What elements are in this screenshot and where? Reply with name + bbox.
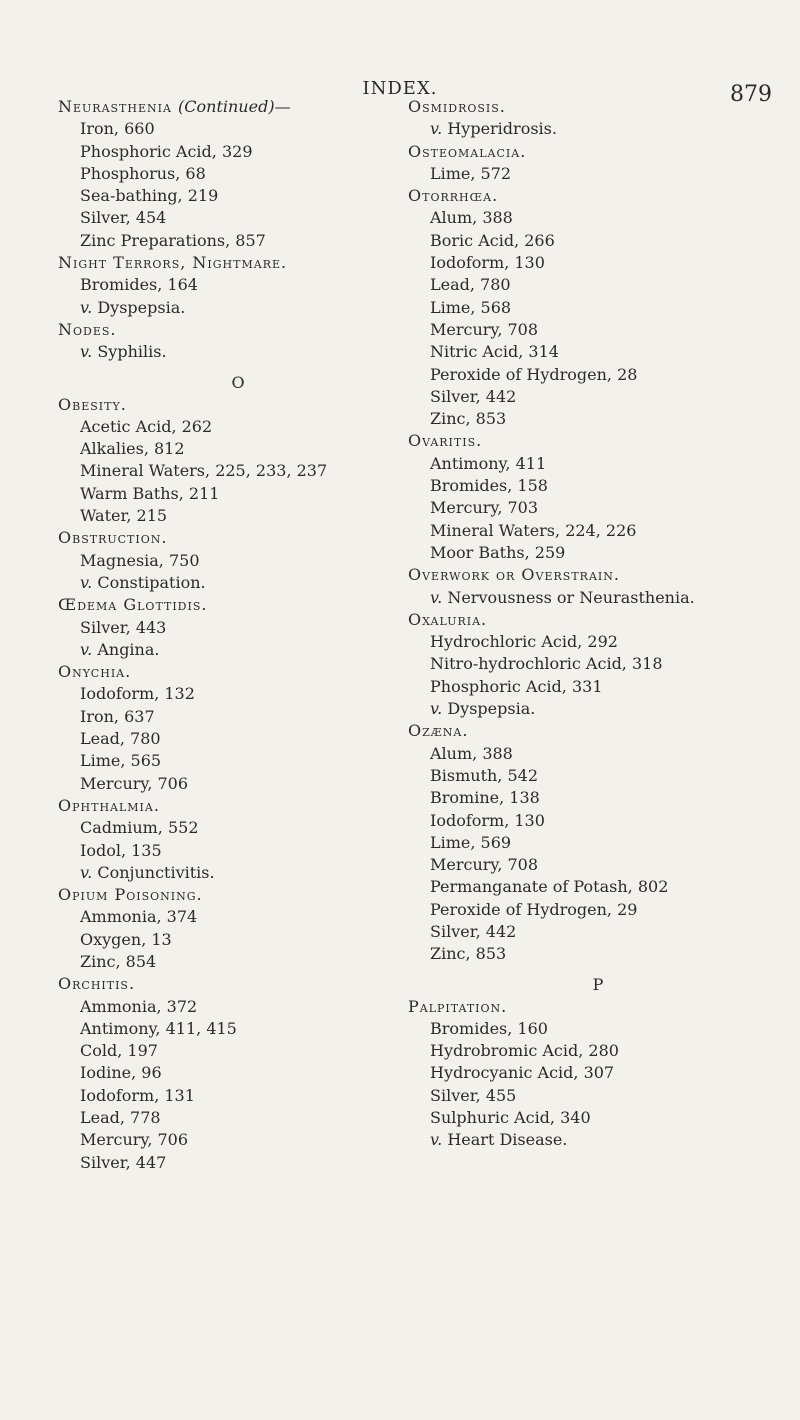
index-heading	[408, 185, 788, 207]
index-entry: Hydrobromic Acid, 280	[430, 1041, 619, 1061]
cross-reference	[58, 297, 418, 319]
index-entry: Bromides, 160	[430, 1018, 548, 1038]
heading-text: Onychia.	[58, 662, 132, 682]
heading-text: Obesity.	[58, 394, 127, 414]
index-entry: Zinc Preparations, 857	[80, 230, 266, 250]
index-heading	[408, 141, 788, 163]
reference-target: Hyperidrosis.	[447, 119, 557, 139]
cross-reference	[58, 639, 418, 661]
index-entry: Bismuth, 542	[430, 765, 539, 785]
index-entry: Phosphoric Acid, 331	[430, 676, 603, 696]
index-heading	[58, 394, 418, 416]
index-entry: Cadmium, 552	[80, 818, 199, 838]
cross-reference	[408, 587, 788, 609]
index-heading	[58, 527, 418, 549]
cross-reference	[408, 1129, 788, 1151]
index-entry: Zinc, 854	[80, 951, 157, 971]
index-heading	[408, 720, 788, 742]
index-heading	[408, 996, 788, 1018]
heading-text: Neurasthenia	[58, 97, 172, 116]
index-entry: Lead, 778	[80, 1108, 161, 1128]
index-entry: Lime, 568	[430, 297, 512, 317]
heading-text: Otorrhœa.	[408, 186, 499, 206]
index-entry: Mercury, 708	[430, 319, 539, 339]
index-entry: Bromine, 138	[430, 788, 540, 808]
index-entry: Magnesia, 750	[80, 550, 200, 570]
index-entry: Mercury, 706	[80, 773, 189, 793]
reference-target: Dyspepsia.	[97, 297, 186, 317]
page-number: 879	[730, 82, 772, 107]
index-entry: Lime, 569	[430, 832, 512, 852]
index-entry: Sulphuric Acid, 340	[430, 1108, 591, 1128]
index-entry: Lead, 780	[430, 275, 511, 295]
index-entry: Warm Baths, 211	[80, 483, 220, 503]
index-heading	[58, 96, 418, 118]
see-marker: v.	[80, 862, 93, 882]
index-entry: Hydrocyanic Acid, 307	[430, 1063, 615, 1083]
heading-text: Ozæna.	[408, 721, 469, 741]
heading-text: Overwork or Overstrain.	[408, 565, 620, 585]
running-title: INDEX.	[362, 78, 438, 99]
index-entry: Peroxide of Hydrogen, 29	[430, 899, 638, 919]
index-entry: Nitric Acid, 314	[430, 342, 559, 362]
index-heading	[58, 594, 418, 616]
index-entry: Iodol, 135	[80, 840, 162, 860]
index-entry: Iron, 637	[80, 706, 155, 726]
index-entry: Silver, 454	[80, 208, 167, 228]
heading-text: Night Terrors, Nightmare.	[58, 253, 288, 273]
index-entry: Antimony, 411	[430, 453, 547, 473]
index-entry: Iodine, 96	[80, 1063, 162, 1083]
index-entry: Lime, 565	[80, 751, 162, 771]
heading-text: Ovaritis.	[408, 431, 483, 451]
index-heading	[408, 96, 788, 118]
reference-target: Syphilis.	[97, 342, 167, 362]
index-heading	[408, 430, 788, 452]
reference-target: Dyspepsia.	[447, 699, 536, 719]
index-entry: Hydrochloric Acid, 292	[430, 632, 618, 652]
heading-text: Obstruction.	[58, 528, 168, 548]
index-entry: Ammonia, 374	[80, 907, 198, 927]
index-entry: Iodoform, 130	[430, 253, 545, 273]
heading-text: Oxaluria.	[408, 609, 488, 629]
see-marker: v.	[430, 1130, 443, 1150]
section-letter: P	[592, 974, 604, 994]
index-heading	[408, 609, 788, 631]
section-letter: O	[231, 372, 245, 392]
see-marker: v.	[80, 297, 93, 317]
reference-target: Angina.	[97, 639, 160, 659]
index-heading	[58, 319, 418, 341]
index-entry: Phosphorus, 68	[80, 163, 206, 183]
index-heading	[58, 661, 418, 683]
see-marker: v.	[80, 639, 93, 659]
index-entry: Alum, 388	[430, 743, 513, 763]
index-entry: Alkalies, 812	[80, 439, 185, 459]
see-marker: v.	[80, 342, 93, 362]
heading-text: Orchitis.	[58, 974, 136, 994]
heading-text: Œdema Glottidis.	[58, 595, 208, 615]
see-marker: v.	[430, 587, 443, 607]
index-entry: Bromides, 164	[80, 275, 198, 295]
index-entry: Phosphoric Acid, 329	[80, 141, 253, 161]
index-entry: Iodoform, 132	[80, 684, 195, 704]
heading-text: Osmidrosis.	[408, 97, 506, 116]
index-entry: Oxygen, 13	[80, 929, 172, 949]
index-column-left	[58, 96, 418, 1174]
index-heading	[408, 564, 788, 586]
index-entry: Antimony, 411, 415	[80, 1018, 237, 1038]
index-entry: Ammonia, 372	[80, 996, 198, 1016]
cross-reference	[408, 118, 788, 140]
index-entry: Mercury, 703	[430, 498, 539, 518]
heading-text: Nodes.	[58, 319, 117, 339]
index-entry: Iodoform, 130	[430, 810, 545, 830]
reference-target: Heart Disease.	[447, 1130, 568, 1150]
index-entry: Permanganate of Potash, 802	[430, 877, 669, 897]
index-entry: Nitro-hydrochloric Acid, 318	[430, 654, 663, 674]
index-entry: Lime, 572	[430, 163, 512, 183]
cross-reference	[58, 572, 418, 594]
heading-text: Ophthalmia.	[58, 795, 160, 815]
index-entry: Boric Acid, 266	[430, 230, 555, 250]
index-entry: Mineral Waters, 225, 233, 237	[80, 461, 328, 481]
index-heading	[58, 973, 418, 995]
index-entry: Silver, 442	[430, 921, 517, 941]
reference-target: Conjunctivitis.	[97, 862, 215, 882]
cross-reference	[58, 341, 418, 363]
cross-reference	[408, 698, 788, 720]
index-heading	[58, 252, 418, 274]
index-entry: Silver, 447	[80, 1152, 167, 1172]
see-marker: v.	[430, 699, 443, 719]
index-entry: Mercury, 708	[430, 855, 539, 875]
heading-text: Palpitation.	[408, 996, 508, 1016]
index-column-right	[408, 96, 788, 1152]
index-entry: Mineral Waters, 224, 226	[430, 520, 637, 540]
heading-text: Opium Poisoning.	[58, 885, 203, 905]
index-entry: Iodoform, 131	[80, 1085, 195, 1105]
index-heading	[58, 884, 418, 906]
continued-note: (Continued)—	[178, 97, 291, 116]
index-entry: Cold, 197	[80, 1041, 158, 1061]
index-entry: Alum, 388	[430, 208, 513, 228]
see-marker: v.	[430, 119, 443, 139]
reference-target: Constipation.	[97, 572, 206, 592]
index-entry: Acetic Acid, 262	[80, 416, 213, 436]
cross-reference	[58, 862, 418, 884]
index-entry: Moor Baths, 259	[430, 542, 566, 562]
reference-target: Nervousness or Neurasthenia.	[447, 587, 695, 607]
index-entry: Lead, 780	[80, 729, 161, 749]
index-entry: Mercury, 706	[80, 1130, 189, 1150]
index-entry: Iron, 660	[80, 119, 155, 139]
index-entry: Silver, 443	[80, 617, 167, 637]
index-entry: Silver, 442	[430, 386, 517, 406]
index-entry: Silver, 455	[430, 1085, 517, 1105]
index-entry: Zinc, 853	[430, 944, 507, 964]
index-entry: Zinc, 853	[430, 409, 507, 429]
index-entry: Water, 215	[80, 506, 168, 526]
heading-text: Osteomalacia.	[408, 141, 527, 161]
see-marker: v.	[80, 572, 93, 592]
index-entry: Bromides, 158	[430, 476, 548, 496]
index-heading	[58, 795, 418, 817]
index-entry: Sea-bathing, 219	[80, 186, 219, 206]
index-entry: Peroxide of Hydrogen, 28	[430, 364, 638, 384]
